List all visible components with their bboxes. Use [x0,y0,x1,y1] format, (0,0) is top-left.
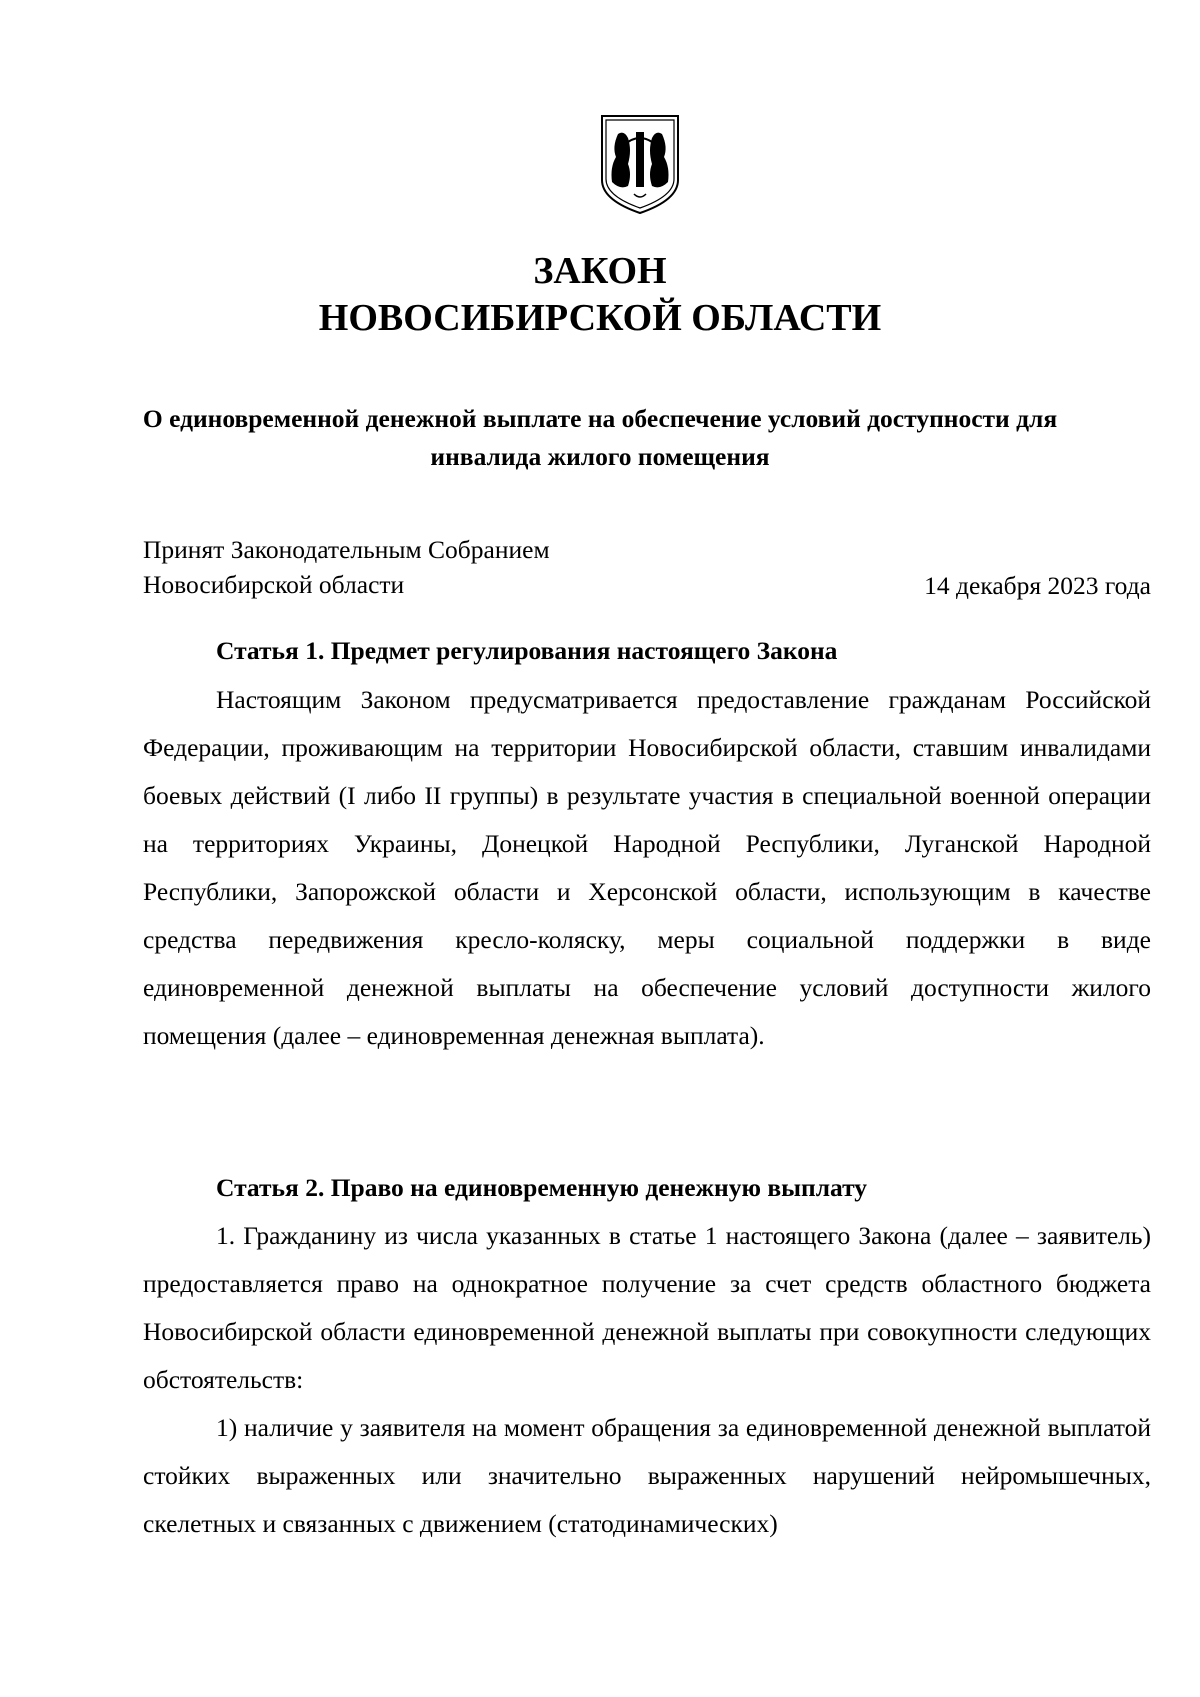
article-2-heading: Статья 2. Право на единовременную денежную выплату [216,1173,868,1202]
adoption-line-2: Новосибирской области [143,570,405,599]
law-title: ЗАКОН [533,250,667,292]
adoption-date: 14 декабря 2023 года [924,571,1151,600]
article-1-text: Настоящим Законом предусматривается предоставление гражданам Российской Федерации, проживающим на территории Новосибирской области, ставшим инвалидами боевых действий (I либо II группы) в результате участия в специальной военной операции на территориях Украины, Донецкой Народной Республики, Луганской Народной Республики, Запорожской области и Херсонской области, использующим в качестве средства передвижения кресло-коляску, меры социальной поддержки в виде единовременной денежной выплаты на обеспечение условий доступности жилого помещения (далее – единовременная денежная выплата). [143,685,1151,1050]
law-subtitle: О единовременной денежной выплате на обеспечение условий доступности для инвалида жилого помещения [142,404,1058,471]
article-2-paragraph-1: 1. Гражданину из числа указанных в статье 1 настоящего Закона (далее – заявитель) предоставляется право на однократное получение за счет средств областного бюджета Новосибирской области единовременной денежной выплаты при совокупности следующих обстоятельств: [143,1221,1151,1394]
article-1-heading: Статья 1. Предмет регулирования настоящего Закона [216,636,838,665]
adoption-line-1: Принят Законодательным Собранием [143,535,550,564]
article-2-paragraph-2: 1) наличие у заявителя на момент обращения за единовременной денежной выплатой стойких выраженных или значительно выраженных нарушений нейромышечных, скелетных и связанных с движением (статодинамических) [143,1413,1151,1538]
region-title: НОВОСИБИРСКОЙ ОБЛАСТИ [318,297,882,339]
adoption-block [143,532,550,602]
coat-of-arms-icon [598,112,682,217]
